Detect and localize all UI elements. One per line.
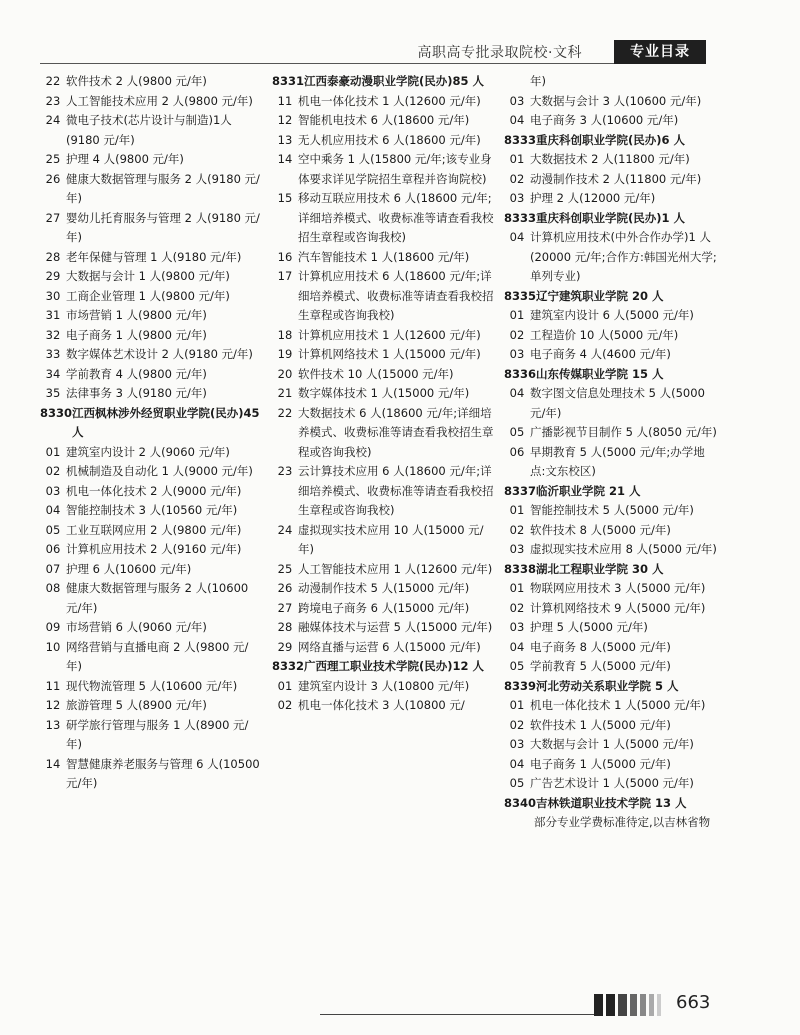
entry-code: 13 (45, 717, 61, 732)
major-entry (40, 345, 262, 365)
entry-code: 02 (509, 171, 525, 186)
entry-code: 09 (45, 620, 61, 634)
entry-code: 03 (45, 483, 61, 498)
entry-text: 物联网应用技术 3 人(5000 元/年) (530, 581, 706, 595)
entry-code: 01 (509, 698, 525, 712)
school-heading (504, 365, 718, 385)
header-title: 高职高专批录取院校·文科 (417, 45, 582, 61)
major-entry (40, 462, 262, 482)
entry-code: 03 (509, 542, 525, 556)
entry-text: 计算机网络技术 9 人(5000 元/年) (530, 600, 706, 615)
major-entry (40, 248, 262, 268)
entry-text: 老年保健与管理 1 人(9180 元/年) (66, 249, 242, 264)
entry-text: 建筑室内设计 3 人(10800 元/年) (298, 678, 470, 693)
entry-text: 计算机网络技术 1 人(15000 元/年) (298, 347, 481, 361)
entry-code: 24 (45, 113, 61, 127)
entry-text: 计算机应用技术(中外合作办学)1 人(20000 元/年;合作方:韩国光州大学;单列专业) (530, 230, 717, 283)
entry-code: 18 (277, 327, 293, 342)
entry-text: 智能控制技术 3 人(10560 元/年) (66, 503, 238, 517)
major-entry (40, 755, 262, 794)
major-entry (272, 599, 494, 619)
entry-text: 机电一体化技术 1 人(5000 元/年) (530, 698, 706, 712)
entry-text: 部分专业学费标准待定,以吉林省物 (534, 815, 711, 829)
major-entry (40, 170, 262, 209)
entry-text: 建筑室内设计 6 人(5000 元/年) (530, 308, 694, 322)
school-heading (504, 287, 718, 307)
entry-text: 湖北工程职业学院 30 人 (536, 561, 664, 576)
entry-text: 广告艺术设计 1 人(5000 元/年) (530, 776, 694, 790)
entry-text: 电子商务 4 人(4600 元/年) (530, 347, 671, 361)
entry-text: 河北劳动关系职业学院 5 人 (536, 678, 679, 693)
entry-text: 机械制造及自动化 1 人(9000 元/年) (66, 464, 253, 478)
section-badge: 专业目录 (614, 40, 706, 64)
major-entry (40, 111, 262, 150)
school-heading (504, 209, 718, 229)
entry-text: 跨境电子商务 6 人(15000 元/年) (298, 600, 470, 615)
entry-code: 28 (45, 249, 61, 264)
major-entry (272, 267, 494, 326)
major-entry (40, 365, 262, 385)
entry-code: 01 (509, 152, 525, 166)
entry-code: 22 (45, 74, 61, 88)
entry-text: 人工智能技术应用 1 人(12600 元/年) (298, 561, 493, 576)
entry-code: 05 (509, 776, 525, 790)
entry-code: 08 (45, 581, 61, 595)
major-entry (40, 287, 262, 307)
entry-text: 工业互联网应用 2 人(9800 元/年) (66, 522, 242, 537)
entry-text: 智能控制技术 5 人(5000 元/年) (530, 503, 694, 517)
entry-text: 云计算技术应用 6 人(18600 元/年;详细培养模式、收费标准等请查看我校招生章程或咨询我校) (298, 464, 494, 517)
entry-code: 11 (277, 93, 293, 108)
entry-code: 01 (277, 678, 293, 693)
entry-text: 计算机应用技术 2 人(9160 元/年) (66, 542, 242, 556)
major-entry (504, 540, 718, 560)
column-right (504, 72, 718, 833)
entry-text: 重庆科创职业学院(民办)1 人 (536, 210, 686, 225)
entry-code: 32 (45, 327, 61, 342)
entry-code (504, 813, 530, 833)
major-entry (40, 579, 262, 618)
entry-text: 机电一体化技术 2 人(9000 元/年) (66, 483, 242, 498)
entry-text: 数字媒体艺术设计 2 人(9180 元/年) (66, 347, 253, 361)
entry-code: 05 (509, 425, 525, 439)
entry-code: 03 (509, 191, 525, 205)
entry-text: 重庆科创职业学院(民办)6 人 (536, 132, 686, 147)
footer-decoration (594, 994, 672, 1016)
entry-code: 22 (277, 405, 293, 420)
entry-code: 03 (509, 620, 525, 634)
entry-code: 23 (277, 464, 293, 478)
major-entry (504, 170, 718, 190)
entry-code: 02 (45, 464, 61, 478)
major-entry (40, 384, 262, 404)
major-entry (504, 579, 718, 599)
major-entry (40, 716, 262, 755)
entry-text: 早期教育 5 人(5000 元/年;办学地点:文东校区) (530, 444, 705, 478)
entry-text: 软件技术 8 人(5000 元/年) (530, 522, 671, 537)
entry-code: 02 (509, 717, 525, 732)
major-entry (504, 696, 718, 716)
major-entry (504, 72, 718, 92)
major-entry (272, 189, 494, 248)
school-heading (504, 482, 718, 502)
entry-text: 智慧健康养老服务与管理 6 人(10500 元/年) (66, 756, 260, 790)
entry-code: 25 (45, 152, 61, 166)
major-entry (272, 521, 494, 560)
entry-text: 空中乘务 1 人(15800 元/年;该专业身体要求详见学院招生章程并咨询院校) (298, 152, 492, 186)
entry-text: 临沂职业学院 21 人 (536, 483, 641, 498)
entry-code: 04 (509, 113, 525, 127)
entry-code: 26 (45, 171, 61, 186)
major-entry (272, 345, 494, 365)
entry-text: 虚拟现实技术应用 10 人(15000 元/年) (298, 522, 484, 556)
major-entry (504, 443, 718, 482)
entry-code: 03 (509, 347, 525, 361)
entry-text: 大数据与会计 3 人(10600 元/年) (530, 93, 702, 108)
entry-text: 现代物流管理 5 人(10600 元/年) (66, 678, 238, 693)
major-entry (40, 696, 262, 716)
entry-code: 02 (509, 327, 525, 342)
major-entry (40, 540, 262, 560)
major-entry (272, 696, 494, 716)
major-entry (504, 521, 718, 541)
major-entry (272, 92, 494, 112)
major-entry (40, 677, 262, 697)
major-entry (40, 92, 262, 112)
entry-code: 14 (45, 756, 61, 771)
entry-code: 04 (509, 639, 525, 654)
major-entry (504, 384, 718, 423)
school-heading (272, 657, 494, 677)
major-entry (272, 560, 494, 580)
entry-code: 10 (45, 639, 61, 654)
entry-code: 8338 (504, 561, 537, 576)
entry-code: 8331 (272, 74, 305, 88)
entry-code: 29 (45, 269, 61, 283)
entry-code: 30 (45, 288, 61, 303)
entry-text: 年) (530, 74, 546, 88)
entry-text: 法律事务 3 人(9180 元/年) (66, 386, 207, 400)
entry-code: 25 (277, 561, 293, 576)
entry-code: 01 (509, 581, 525, 595)
entry-code: 8339 (504, 678, 537, 693)
major-entry (40, 267, 262, 287)
entry-code: 01 (509, 308, 525, 322)
entry-code: 12 (277, 113, 293, 127)
entry-code: 01 (509, 503, 525, 517)
entry-text: 数字图文信息处理技术 5 人(5000 元/年) (530, 386, 705, 420)
entry-code: 20 (277, 366, 293, 381)
major-entry (40, 326, 262, 346)
entry-text: 吉林铁道职业技术学院 13 人 (536, 795, 687, 810)
major-entry (272, 677, 494, 697)
entry-text: 智能机电技术 6 人(18600 元/年) (298, 113, 470, 127)
entry-text: 数字媒体技术 1 人(15000 元/年) (298, 386, 470, 400)
major-entry (504, 345, 718, 365)
entry-code: 19 (277, 347, 293, 361)
entry-code: 8337 (504, 483, 537, 498)
entry-text: 电子商务 1 人(9800 元/年) (66, 327, 207, 342)
major-entry (272, 384, 494, 404)
entry-text: 电子商务 8 人(5000 元/年) (530, 639, 671, 654)
entry-code: 23 (45, 93, 61, 108)
entry-text: 江西枫林涉外经贸职业学院(民办)45 人 (72, 405, 260, 439)
major-entry (504, 774, 718, 794)
entry-code: 13 (277, 132, 293, 147)
entry-text: 广播影视节目制作 5 人(8050 元/年) (530, 425, 717, 439)
entry-code: 8335 (504, 288, 537, 303)
major-entry (272, 579, 494, 599)
entry-text: 市场营销 6 人(9060 元/年) (66, 620, 207, 634)
entry-text: 大数据与会计 1 人(9800 元/年) (66, 269, 230, 283)
major-entry (504, 306, 718, 326)
entry-text: 大数据与会计 1 人(5000 元/年) (530, 737, 694, 751)
entry-code: 24 (277, 522, 293, 537)
school-heading (504, 794, 718, 814)
school-heading (40, 404, 262, 443)
entry-code: 31 (45, 308, 61, 322)
entry-text: 融媒体技术与运营 5 人(15000 元/年) (298, 620, 493, 634)
entry-code: 8333 (504, 210, 537, 225)
entry-code: 01 (45, 444, 61, 459)
school-heading (272, 72, 494, 92)
entry-text: 辽宁建筑职业学院 20 人 (536, 288, 664, 303)
entry-code: 34 (45, 366, 61, 381)
major-entry (504, 189, 718, 209)
entry-code: 21 (277, 386, 293, 400)
entry-code: 27 (45, 210, 61, 225)
entry-text: 大数据技术 6 人(18600 元/年;详细培养模式、收费标准等请查看我校招生章程或咨询我校) (298, 405, 494, 459)
entry-text: 动漫制作技术 5 人(15000 元/年) (298, 581, 470, 595)
entry-code: 26 (277, 581, 293, 595)
entry-text: 广西理工职业技术学院(民办)12 人 (304, 659, 485, 673)
major-entry (272, 462, 494, 521)
entry-code: 11 (45, 678, 61, 693)
entry-text: 机电一体化技术 1 人(12600 元/年) (298, 93, 481, 108)
entry-text: 工程造价 10 人(5000 元/年) (530, 327, 679, 342)
entry-text: 人工智能技术应用 2 人(9800 元/年) (66, 93, 253, 108)
entry-code: 29 (277, 639, 293, 654)
major-entry (40, 209, 262, 248)
entry-code: 04 (509, 230, 525, 244)
footer-rule (320, 1014, 600, 1015)
entry-code: 8332 (272, 659, 305, 673)
entry-code: 28 (277, 620, 293, 634)
entry-code: 12 (45, 698, 61, 712)
entry-code: 17 (277, 269, 293, 283)
major-entry (272, 638, 494, 658)
entry-code: 05 (45, 522, 61, 537)
entry-code: 8330 (40, 405, 73, 420)
entry-text: 大数据技术 2 人(11800 元/年) (530, 152, 690, 166)
entry-text: 护理 6 人(10600 元/年) (66, 561, 192, 576)
entry-text: 虚拟现实技术应用 8 人(5000 元/年) (530, 542, 717, 556)
major-entry (40, 501, 262, 521)
major-entry (40, 72, 262, 92)
entry-text: 电子商务 3 人(10600 元/年) (530, 113, 679, 127)
column-left (40, 72, 262, 794)
major-entry (504, 150, 718, 170)
major-entry (272, 131, 494, 151)
entry-code: 8340 (504, 795, 537, 810)
entry-text: 电子商务 1 人(5000 元/年) (530, 756, 671, 771)
entry-text: 计算机应用技术 6 人(18600 元/年;详细培养模式、收费标准等请查看我校招生章程或咨询我校) (298, 269, 494, 322)
major-entry (504, 735, 718, 755)
column-middle (272, 72, 494, 716)
school-heading (504, 677, 718, 697)
major-entry (504, 228, 718, 287)
page-header (0, 40, 800, 66)
major-entry (272, 404, 494, 463)
entry-code: 07 (45, 561, 61, 576)
header-rule (40, 63, 705, 64)
major-entry (504, 618, 718, 638)
entry-code (504, 72, 530, 92)
entry-code: 16 (277, 249, 293, 264)
major-entry (504, 716, 718, 736)
entry-code: 02 (277, 698, 293, 712)
entry-text: 学前教育 5 人(5000 元/年) (530, 659, 671, 673)
major-entry (40, 560, 262, 580)
major-entry (272, 111, 494, 131)
entry-text: 移动互联应用技术 6 人(18600 元/年;详细培养模式、收费标准等请查看我校招生章程或咨询我校) (298, 191, 494, 244)
entry-code: 02 (509, 522, 525, 537)
major-entry (272, 365, 494, 385)
entry-text: 护理 5 人(5000 元/年) (530, 620, 648, 634)
entry-text: 建筑室内设计 2 人(9060 元/年) (66, 444, 230, 459)
entry-text: 健康大数据管理与服务 2 人(9180 元/年) (66, 171, 260, 205)
major-entry (40, 150, 262, 170)
entry-text: 护理 4 人(9800 元/年) (66, 152, 184, 166)
entry-text: 计算机应用技术 1 人(12600 元/年) (298, 327, 481, 342)
entry-code: 06 (45, 542, 61, 556)
entry-text: 健康大数据管理与服务 2 人(10600 元/年) (66, 581, 249, 615)
major-entry (40, 306, 262, 326)
entry-code: 04 (45, 503, 61, 517)
entry-code: 05 (509, 659, 525, 673)
entry-text: 软件技术 10 人(15000 元/年) (298, 366, 454, 381)
entry-code: 8333 (504, 132, 537, 147)
major-entry (272, 618, 494, 638)
entry-text: 动漫制作技术 2 人(11800 元/年) (530, 171, 702, 186)
major-entry (504, 111, 718, 131)
major-entry (504, 326, 718, 346)
entry-code: 35 (45, 386, 61, 400)
entry-text: 网络营销与直播电商 2 人(9800 元/年) (66, 639, 249, 673)
entry-text: 市场营销 1 人(9800 元/年) (66, 308, 207, 322)
entry-code: 15 (277, 191, 293, 205)
entry-code: 04 (509, 386, 525, 400)
entry-text: 山东传媒职业学院 15 人 (536, 366, 664, 381)
school-heading (504, 131, 718, 151)
entry-code: 33 (45, 347, 61, 361)
entry-code: 8336 (504, 366, 537, 381)
entry-text: 微电子技术(芯片设计与制造)1人(9180 元/年) (66, 113, 232, 147)
major-entry (504, 501, 718, 521)
major-entry (504, 599, 718, 619)
major-entry (40, 638, 262, 677)
major-entry (40, 521, 262, 541)
major-entry (272, 150, 494, 189)
entry-code: 06 (509, 444, 525, 459)
major-entry (504, 813, 718, 833)
page-number: 663 (676, 992, 711, 1013)
entry-text: 婴幼儿托育服务与管理 2 人(9180 元/年) (66, 210, 260, 244)
entry-text: 软件技术 2 人(9800 元/年) (66, 74, 207, 88)
entry-text: 江西泰豪动漫职业学院(民办)85 人 (304, 74, 485, 88)
entry-code: 03 (509, 93, 525, 108)
major-entry (504, 657, 718, 677)
major-entry (504, 92, 718, 112)
major-entry (272, 326, 494, 346)
entry-text: 护理 2 人(12000 元/年) (530, 191, 656, 205)
entry-text: 无人机应用技术 6 人(18600 元/年) (298, 132, 481, 147)
page-footer (0, 990, 800, 1020)
major-entry (40, 443, 262, 463)
major-entry (504, 755, 718, 775)
entry-text: 汽车智能技术 1 人(18600 元/年) (298, 249, 470, 264)
major-entry (40, 482, 262, 502)
entry-code: 27 (277, 600, 293, 615)
entry-code: 04 (509, 756, 525, 771)
school-heading (504, 560, 718, 580)
entry-code: 03 (509, 737, 525, 751)
entry-code: 02 (509, 600, 525, 615)
entry-text: 学前教育 4 人(9800 元/年) (66, 366, 207, 381)
major-entry (504, 638, 718, 658)
entry-text: 旅游管理 5 人(8900 元/年) (66, 698, 207, 712)
major-entry (272, 248, 494, 268)
entry-text: 工商企业管理 1 人(9800 元/年) (66, 288, 230, 303)
entry-code: 14 (277, 152, 293, 166)
major-entry (40, 618, 262, 638)
entry-text: 软件技术 1 人(5000 元/年) (530, 717, 671, 732)
major-entry (504, 423, 718, 443)
entry-text: 网络直播与运营 6 人(15000 元/年) (298, 639, 481, 654)
entry-text: 机电一体化技术 3 人(10800 元/ (298, 698, 465, 712)
entry-text: 研学旅行管理与服务 1 人(8900 元/年) (66, 717, 249, 751)
